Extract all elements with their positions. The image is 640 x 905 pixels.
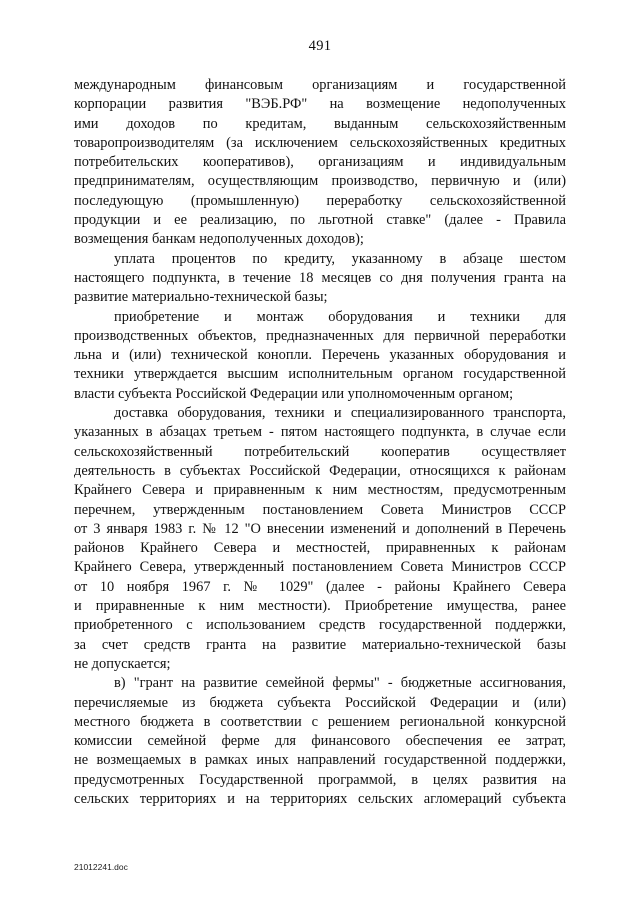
text-line: Крайнего Севера и приравненным к ним местностям, предусмотренным: [74, 482, 566, 499]
text-line: возмещения банкам недополученных доходов);: [74, 231, 364, 248]
text-line: сельскохозяйственный потребительский кооператив осуществляет: [74, 443, 566, 460]
text-line: международным финансовым организациям и государственной: [74, 77, 566, 93]
paragraph-2: [74, 308, 566, 404]
text-line: перечисляемые из бюджета субъекта Российской Федерации и (или): [74, 694, 566, 711]
text-line: указанных в абзацах третьем - пятом настоящего подпункта, в случае если: [74, 424, 566, 441]
text-line: последующую (промышленную) переработку сельскохозяйственной: [74, 192, 566, 209]
text-line: перечнем, утвержденным постановлением Совета Министров СССР: [74, 501, 566, 518]
text-line: приобретенного с использованием средств государственной поддержки,: [74, 617, 566, 634]
text-line: корпорации развития "ВЭБ.РФ" на возмещение недополученных: [74, 96, 566, 113]
text-line: власти субъекта Российской Федерации или уполномоченным органом;: [74, 385, 514, 402]
text-line: от 10 ноября 1967 г. № 1029" (далее - районы Крайнего Севера: [74, 578, 566, 595]
text-line: районов Крайнего Севера и местностей, приравненных к районам: [74, 540, 566, 557]
text-line: не допускается;: [74, 655, 171, 672]
text-line: и приравненные к ним местности). Приобретение имущества, ранее: [74, 598, 566, 615]
text-line: товаропроизводителям (за исключением сельскохозяйственных кредитных: [74, 134, 566, 151]
text-line: льна и (или) технической конопли. Перечень указанных оборудования и: [74, 347, 566, 364]
text-line: настоящего подпункта, в течение 18 месяцев со дня получения гранта на: [74, 269, 566, 286]
paragraph-3: [74, 404, 566, 674]
text-line: производственных объектов, предназначенных для первичной переработки: [74, 327, 566, 344]
text-line: потребительских кооперативов), организациям и индивидуальным: [74, 154, 566, 171]
document-body: [74, 76, 566, 809]
text-line: не возмещаемых в рамках иных направлений государственной поддержки,: [74, 752, 566, 769]
text-line: техники утверждается высшим исполнительным органом государственной: [74, 366, 566, 383]
text-line: уплата процентов по кредиту, указанному в абзаце шестом: [114, 250, 566, 267]
text-line: продукции и ее реализацию, по льготной ставке" (далее - Правила: [74, 212, 566, 229]
paragraph-1: [74, 250, 566, 308]
text-line: деятельность в субъектах Российской Федерации, относящихся к районам: [74, 462, 566, 479]
paragraph-0: [74, 76, 566, 250]
text-line: комиссии семейной ферме для финансового обеспечения ее затрат,: [74, 733, 566, 750]
text-line: местного бюджета в соответствии с решением региональной конкурсной: [74, 713, 566, 730]
text-line: Крайнего Севера, утвержденный постановлением Совета Министров СССР: [74, 559, 566, 576]
text-line: доставка оборудования, техники и специализированного транспорта,: [114, 405, 566, 422]
text-line: предпринимателям, осуществляющим производство, первичную и (или): [74, 173, 566, 190]
footer-document-code: 21012241.doc: [74, 862, 128, 872]
text-line: приобретение и монтаж оборудования и техники для: [114, 308, 566, 325]
text-line: предусмотренных Государственной программой, в целях развития на: [74, 771, 566, 788]
text-line: в) "грант на развитие семейной фермы" - бюджетные ассигнования,: [114, 675, 566, 692]
text-line: сельских территориях и на территориях сельских агломераций субъекта: [74, 790, 566, 807]
text-line: от 3 января 1983 г. № 12 "О внесении изменений и дополнений в Перечень: [74, 520, 566, 537]
page-number: 491: [308, 38, 332, 54]
text-line: за счет средств гранта на развитие материально-технической базы: [74, 636, 566, 653]
text-line: развитие материально-технической базы;: [74, 289, 328, 306]
paragraph-4: [74, 674, 566, 809]
text-line: ими доходов по кредитам, выданным сельскохозяйственным: [74, 115, 566, 132]
